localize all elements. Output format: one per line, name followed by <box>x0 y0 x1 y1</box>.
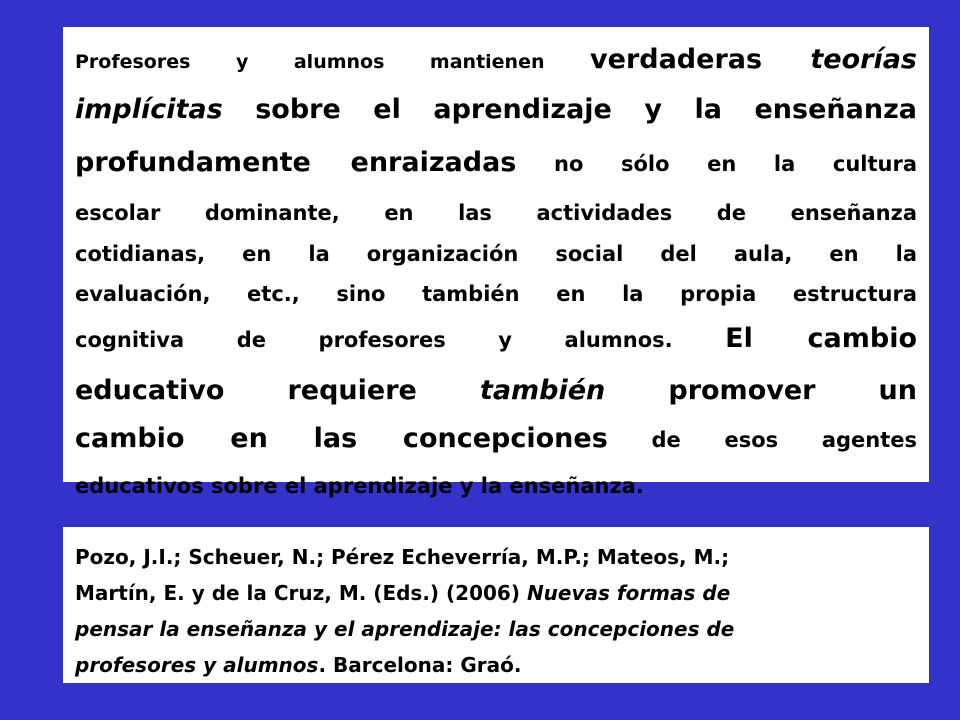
reference-title: pensar la enseñanza y el aprendizaje: las concepciones de <box>75 617 735 641</box>
quote-line-7 <box>75 314 917 367</box>
quote-text: Profesores y alumnos mantienen <box>75 51 591 73</box>
quote-box <box>63 27 929 498</box>
quote-text: de esos agentes <box>607 428 917 452</box>
quote-line-2 <box>75 86 917 137</box>
quote-line-3 <box>75 137 917 192</box>
reference-line-4 <box>75 647 917 683</box>
quote-emphasis: sobre el aprendizaje y la enseñanza <box>222 94 917 125</box>
reference-text: Pozo, J.I.; Scheuer, N.; Pérez Echeverría, M.P.; Mateos, M.; <box>75 545 730 569</box>
quote-text: educativos sobre el aprendizaje y la enseñanza. <box>75 474 644 498</box>
quote-emphasis: verdaderas <box>590 44 811 75</box>
quote-text: evaluación, etc., sino también en la propia estructura <box>75 282 917 306</box>
quote-line-5 <box>75 234 917 274</box>
quote-line-9 <box>75 415 917 466</box>
reference-line-3 <box>75 611 917 647</box>
quote-emphasis-italic: implícitas <box>75 94 223 125</box>
quote-line-6 <box>75 274 917 314</box>
quote-line-8 <box>75 367 917 415</box>
quote-text: escolar dominante, en las actividades de enseñanza <box>75 201 917 225</box>
quote-emphasis: cambio en las concepciones <box>75 423 608 454</box>
quote-emphasis-italic: teorías <box>810 44 918 75</box>
reference-text: Martín, E. y de la Cruz, M. (Eds.) (2006) <box>75 581 527 605</box>
reference-line-2 <box>75 575 917 611</box>
reference-title: profesores y alumnos <box>75 653 319 677</box>
quote-emphasis: promover un <box>605 375 917 406</box>
quote-emphasis: profundamente enraizadas <box>75 147 517 178</box>
reference-text: . Barcelona: Graó. <box>318 653 522 677</box>
quote-emphasis-italic: también <box>479 375 606 406</box>
quote-emphasis: El cambio <box>725 323 918 354</box>
quote-emphasis: educativo requiere <box>75 375 480 406</box>
quote-line-4 <box>75 192 917 234</box>
quote-line-10 <box>75 466 917 506</box>
reference-box <box>63 527 929 683</box>
quote-line-1 <box>75 37 917 86</box>
reference-line-1 <box>75 539 917 575</box>
quote-text: no sólo en la cultura <box>516 152 917 176</box>
quote-text: cotidianas, en la organización social del aula, en la <box>75 242 917 266</box>
reference-title: Nuevas formas de <box>526 581 731 605</box>
quote-text: cognitiva de profesores y alumnos. <box>75 328 726 352</box>
